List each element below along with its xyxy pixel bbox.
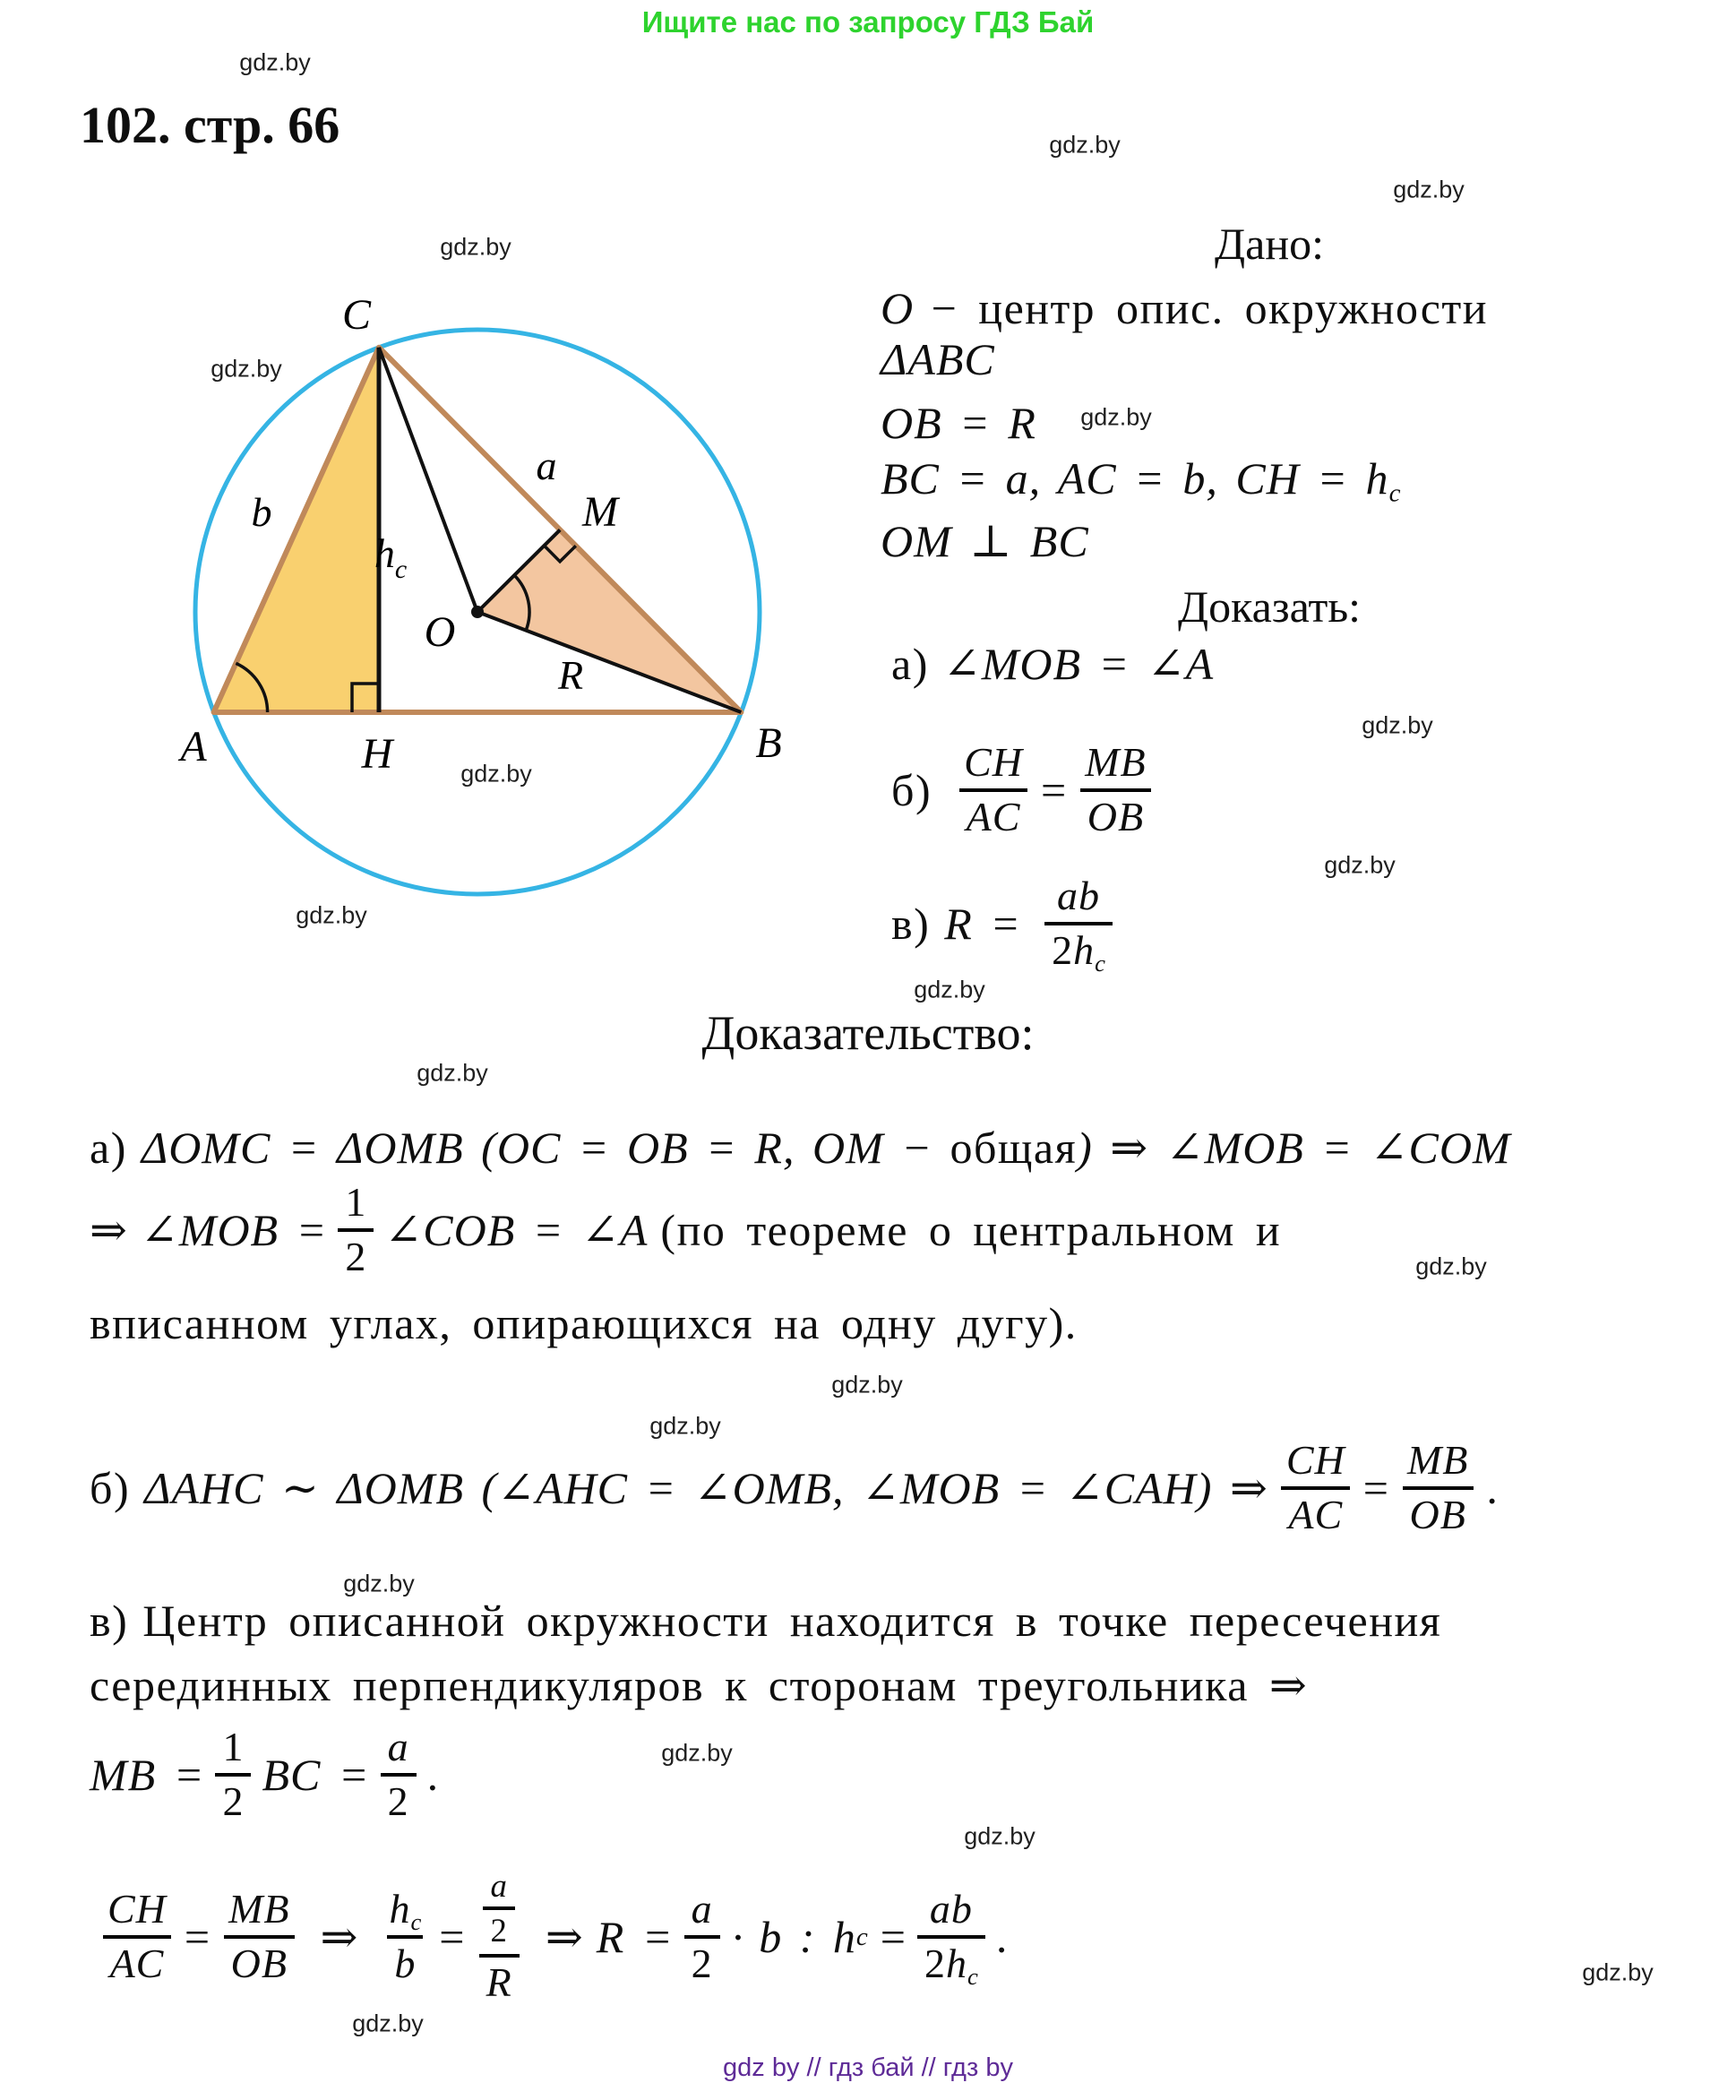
fraction: $\frac{MB}{OB}$ [221, 1887, 296, 1986]
center-point-o [471, 606, 484, 618]
watermark: gdz.by [1324, 851, 1396, 879]
watermark: gdz.by [1080, 403, 1152, 431]
fraction: $\frac{a}{2}$ [381, 1725, 417, 1824]
fraction: $\frac{ab}{2h_c}$ [1044, 874, 1113, 973]
proof-v-line-4: $\frac{CH}{AC}$ = $\frac{MB}{OB}$ ⇒ $\frac{h_c}{b}$ = $\frac{\frac{a}{2}}{R}$ ⇒ R = $\frac{a}{2}$ · b : h c = $\frac{ab}{2h_c}$ . [90, 1868, 1008, 2006]
given-line-4: BC = a, AC = b, CH = $h_c$ [881, 453, 1401, 508]
watermark: gdz.by [239, 48, 311, 76]
fraction: $\frac{CH}{AC}$ [957, 740, 1030, 839]
proof-a-line-3: вписанном углах, опирающихся на одну дугу). [90, 1298, 1078, 1348]
fraction: $\frac{CH}{AC}$ [1279, 1438, 1353, 1537]
prove-item-a: а) ∠MOB = ∠A [891, 639, 1215, 689]
fraction: $\frac{ab}{2h_c}$ [917, 1887, 985, 1986]
fraction: $\frac{1}{2}$ [215, 1725, 251, 1824]
fraction: $\frac{1}{2}$ [338, 1180, 374, 1279]
watermark: gdz.by [417, 1059, 488, 1087]
watermark: gdz.by [343, 1570, 415, 1597]
watermark: gdz.by [1362, 711, 1433, 739]
given-heading: Дано: [1215, 219, 1324, 269]
given-line-3: OB = R [881, 398, 1036, 448]
prove-item-v: в) R = $\frac{ab}{2h_c}$ [891, 874, 1123, 973]
label-b-vertex: B [755, 719, 782, 767]
promo-banner: Ищите нас по запросу ГДЗ Бай [641, 5, 1095, 39]
label-side-b: b [251, 489, 272, 535]
watermark: gdz.by [661, 1739, 733, 1767]
watermark: gdz.by [649, 1412, 721, 1440]
watermark: gdz.by [1582, 1958, 1654, 1986]
proof-v-line-1: в) Центр описанной окружности находится в точке пересечения [90, 1596, 1442, 1646]
geometry-figure [125, 211, 824, 909]
proof-v-line-3: MB = $\frac{1}{2}$ BC = $\frac{a}{2}$ . [90, 1724, 440, 1824]
watermark: gdz.by [1049, 131, 1121, 159]
watermark: gdz.by [1415, 1252, 1487, 1280]
fraction: $\frac{a}{2}$ [684, 1887, 720, 1986]
fraction: $\frac{h_c}{b}$ [382, 1887, 428, 1986]
label-h: H [361, 730, 393, 778]
watermark: gdz.by [964, 1822, 1036, 1850]
watermark: gdz.by [211, 355, 282, 383]
watermark: gdz.by [440, 233, 511, 261]
prove-heading: Доказать: [1177, 581, 1362, 632]
label-m: M [582, 488, 618, 536]
watermark: gdz.by [831, 1371, 903, 1399]
proof-b-line: б) ΔAHC ∼ ΔOMB (∠AHC = ∠OMB, ∠MOB = ∠CAH) ⇒ $\frac{CH}{AC}$ = $\frac{MB}{OB}$ . [90, 1437, 1499, 1537]
label-a-vertex: A [180, 723, 207, 770]
prove-item-b: б) $\frac{CH}{AC}$ = $\frac{MB}{OB}$ [891, 740, 1164, 839]
fraction: $\frac{CH}{AC}$ [100, 1887, 174, 1986]
nested-fraction: $\frac{\frac{a}{2}}{R}$ [476, 1868, 521, 2006]
label-side-a: a [536, 443, 557, 488]
proof-a-line-2: ⇒ ∠MOB = $\frac{1}{2}$ ∠COB = ∠A (по теореме о центральном и [90, 1179, 1282, 1279]
footer-links: gdz by // гдз бай // гдз by [723, 2053, 1013, 2082]
label-radius-r: R [557, 652, 584, 698]
watermark: gdz.by [914, 976, 985, 1003]
given-line-1: O − центр опис. окружности [881, 283, 1489, 333]
proof-v-line-2: серединных перпендикуляров к сторонам треугольника ⇒ [90, 1660, 1309, 1710]
watermark: gdz.by [352, 2010, 424, 2037]
region-omb-peach [477, 529, 741, 712]
proof-heading: Доказательство: [701, 1006, 1035, 1060]
watermark: gdz.by [460, 760, 532, 788]
label-o: O [424, 608, 456, 656]
watermark: gdz.by [1393, 176, 1465, 203]
fraction: $\frac{MB}{OB}$ [1078, 740, 1153, 839]
given-line-2: ΔABC [881, 334, 995, 384]
given-line-5: OM ⊥ BC [881, 516, 1089, 566]
label-height-hc: $h_c$ [374, 530, 408, 584]
proof-a-line-1: а) ΔOMC = ΔOMB (OC = OB = R, OM − общая) ⇒ ∠MOB = ∠COM [90, 1123, 1511, 1173]
label-c: C [341, 291, 372, 339]
page-title: 102. стр. 66 [80, 96, 340, 154]
fraction: $\frac{MB}{OB}$ [1400, 1438, 1475, 1537]
watermark: gdz.by [296, 901, 367, 929]
